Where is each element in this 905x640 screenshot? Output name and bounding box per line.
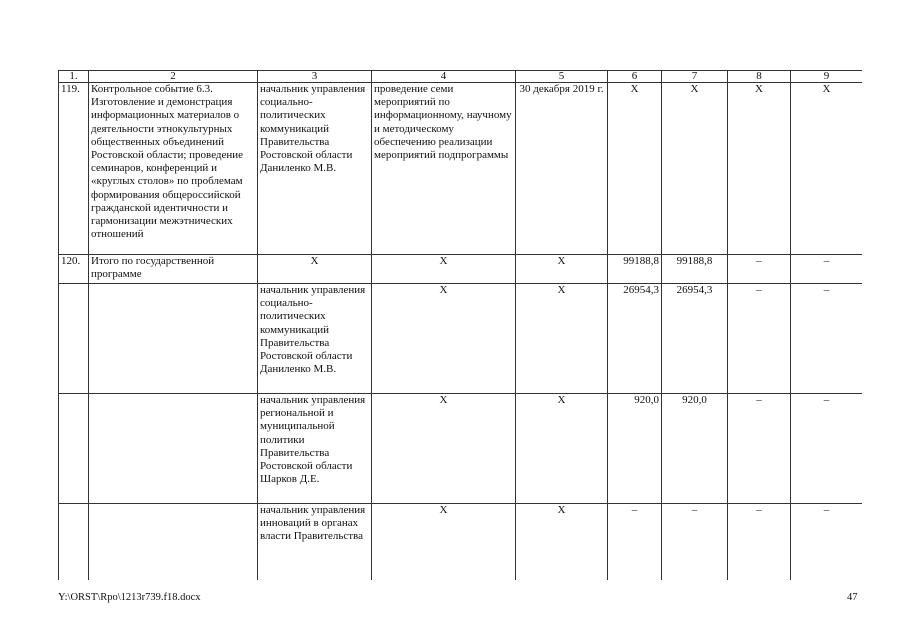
col-header-1: 1. [59,71,89,83]
table-row [59,394,863,504]
table-row [59,83,863,255]
col-header-7: 7 [662,71,728,83]
row-number [59,504,89,581]
col8-cell: – [728,284,791,394]
row-number [59,394,89,504]
col-header-5: 5 [516,71,608,83]
result-cell: Х [372,504,516,581]
event-cell [89,284,258,394]
result-cell: проведение семи мероприятий по информационному, научному и методическому обеспечению реализации мероприятий подпрограммы [372,83,516,255]
col8-cell: – [728,504,791,581]
col-header-9: 9 [791,71,863,83]
col8-cell: – [728,255,791,284]
col-header-6: 6 [608,71,662,83]
col8-cell: – [728,394,791,504]
col9-cell: – [791,504,863,581]
responsible-cell: Х [258,255,372,284]
responsible-cell: начальник управления региональной и муниципальной политики Правительства Ростовской области Шарков Д.Е. [258,394,372,504]
col-header-3: 3 [258,71,372,83]
col-header-4: 4 [372,71,516,83]
responsible-cell: начальник управления социально-политических коммуникаций Правительства Ростовской области Даниленко М.В. [258,284,372,394]
date-cell: Х [516,255,608,284]
document-table-wrapper [58,70,862,580]
col7-cell: 99188,8 [662,255,728,284]
control-events-table [58,70,862,580]
col6-cell: 920,0 [608,394,662,504]
table-row [59,284,863,394]
row-number: 120. [59,255,89,284]
table-row [59,255,863,284]
event-cell: Контрольное событие 6.3. Изготовление и демонстрация информационных материалов о деятельности этнокультурных общественных объединений Ростовской области; проведение семинаров, конференций и «круглых столов» по проблемам формирования общероссийской гражданской идентичности и гармонизации межэтнических отношений [89,83,258,255]
date-cell: Х [516,504,608,581]
col7-cell: 26954,3 [662,284,728,394]
col9-cell: – [791,255,863,284]
responsible-cell: начальник управления социально-политических коммуникаций Правительства Ростовской области Даниленко М.В. [258,83,372,255]
col7-cell: 920,0 [662,394,728,504]
date-cell: Х [516,394,608,504]
col9-cell: – [791,394,863,504]
col7-cell: Х [662,83,728,255]
date-cell: 30 декабря 2019 г. [516,83,608,255]
col-header-2: 2 [89,71,258,83]
event-cell [89,504,258,581]
event-cell [89,394,258,504]
row-number [59,284,89,394]
col9-cell: Х [791,83,863,255]
result-cell: Х [372,394,516,504]
result-cell: Х [372,284,516,394]
table-row [59,504,863,581]
col6-cell: – [608,504,662,581]
col7-cell: – [662,504,728,581]
col6-cell: Х [608,83,662,255]
row-number: 119. [59,83,89,255]
col9-cell: – [791,284,863,394]
column-number-row [59,71,863,83]
col-header-8: 8 [728,71,791,83]
responsible-cell: начальник управления инноваций в органах власти Правительства [258,504,372,581]
event-cell: Итого по государственной программе [89,255,258,284]
date-cell: Х [516,284,608,394]
page-number: 47 [847,592,858,603]
col6-cell: 26954,3 [608,284,662,394]
result-cell: Х [372,255,516,284]
col8-cell: Х [728,83,791,255]
col6-cell: 99188,8 [608,255,662,284]
file-path-footer: Y:\ORST\Rpo\1213r739.f18.docx [58,592,201,603]
